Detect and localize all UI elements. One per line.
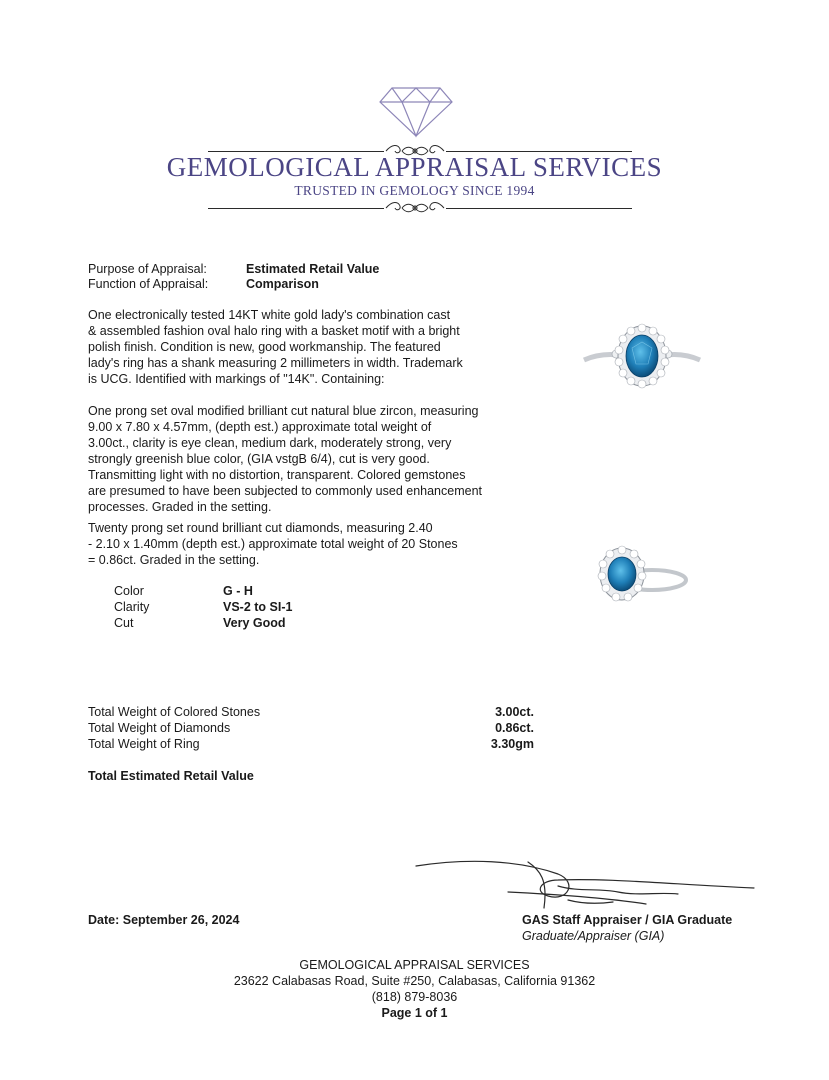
description-line: - 2.10 x 1.40mm (depth est.) approximate total weight of 20 Stones (88, 537, 458, 551)
header-rule-bottom-left (208, 208, 384, 209)
ring-side-view-photo (592, 544, 692, 608)
description-paragraph-diamonds (88, 520, 528, 568)
description-line: polish finish. Condition is new, good workmanship. The featured (88, 340, 441, 354)
description-line: Twenty prong set round brilliant cut diamonds, measuring 2.40 (88, 521, 433, 535)
footer-company: GEMOLOGICAL APPRAISAL SERVICES (299, 958, 530, 972)
total-value-ring: 3.30gm (490, 737, 534, 751)
purpose-value: Estimated Retail Value (246, 262, 380, 276)
total-label-diamonds: Total Weight of Diamonds (88, 721, 231, 735)
total-label-ring: Total Weight of Ring (88, 737, 200, 751)
description-line: are presumed to have been subjected to commonly used enhancement (88, 484, 482, 498)
description-line: strongly greenish blue color, (GIA vstgB 6/4), cut is very good. (88, 452, 430, 466)
brand-tagline: TRUSTED IN GEMOLOGY SINCE 1994 (294, 183, 535, 198)
footer-phone: (818) 879-8036 (371, 990, 458, 1004)
description-line: 3.00ct., clarity is eye clean, medium dark, moderately strong, very (88, 436, 452, 450)
total-value-diamonds: 0.86ct. (495, 721, 534, 735)
total-retail-label: Total Estimated Retail Value (88, 769, 254, 783)
footer-address: 23622 Calabasas Road, Suite #250, Calabasas, California 91362 (233, 974, 596, 988)
purpose-label: Purpose of Appraisal: (88, 262, 207, 276)
signature-image (408, 852, 760, 916)
ring-top-view-photo (582, 318, 702, 394)
diamond-logo-icon (378, 86, 454, 138)
grade-value-clarity: VS-2 to SI-1 (223, 600, 293, 614)
description-paragraph-zircon (88, 403, 528, 515)
scroll-ornament-icon (384, 199, 446, 217)
description-line: processes. Graded in the setting. (88, 500, 272, 514)
function-label: Function of Appraisal: (88, 277, 209, 291)
appraisal-date: Date: September 26, 2024 (88, 913, 240, 927)
grade-value-color: G - H (223, 584, 253, 598)
description-paragraph-metal (88, 307, 528, 387)
description-line: 9.00 x 7.80 x 4.57mm, (depth est.) approximate total weight of (88, 420, 432, 434)
grade-label-cut: Cut (114, 616, 134, 630)
description-line: One electronically tested 14KT white gold lady's combination cast (88, 308, 451, 322)
signature-title: GAS Staff Appraiser / GIA Graduate (522, 913, 733, 927)
description-line: Transmitting light with no distortion, transparent. Colored gemstones (88, 468, 466, 482)
description-line: = 0.86ct. Graded in the setting. (88, 553, 260, 567)
brand-name: GEMOLOGICAL APPRAISAL SERVICES (166, 152, 663, 182)
description-line: One prong set oval modified brilliant cut natural blue zircon, measuring (88, 404, 479, 418)
description-line: lady's ring has a shank measuring 2 millimeters in width. Trademark (88, 356, 463, 370)
total-value-colored-stones: 3.00ct. (495, 705, 534, 719)
function-value: Comparison (246, 277, 319, 291)
description-line: & assembled fashion oval halo ring with a basket motif with a bright (88, 324, 460, 338)
grade-value-cut: Very Good (223, 616, 286, 630)
description-line: is UCG. Identified with markings of "14K". Containing: (88, 372, 385, 386)
grade-label-color: Color (114, 584, 144, 598)
header-rule-bottom-right (446, 208, 632, 209)
grade-label-clarity: Clarity (114, 600, 150, 614)
signature-subtitle: Graduate/Appraiser (GIA) (522, 929, 665, 943)
page-number: Page 1 of 1 (381, 1006, 448, 1020)
total-label-colored-stones: Total Weight of Colored Stones (88, 705, 261, 719)
